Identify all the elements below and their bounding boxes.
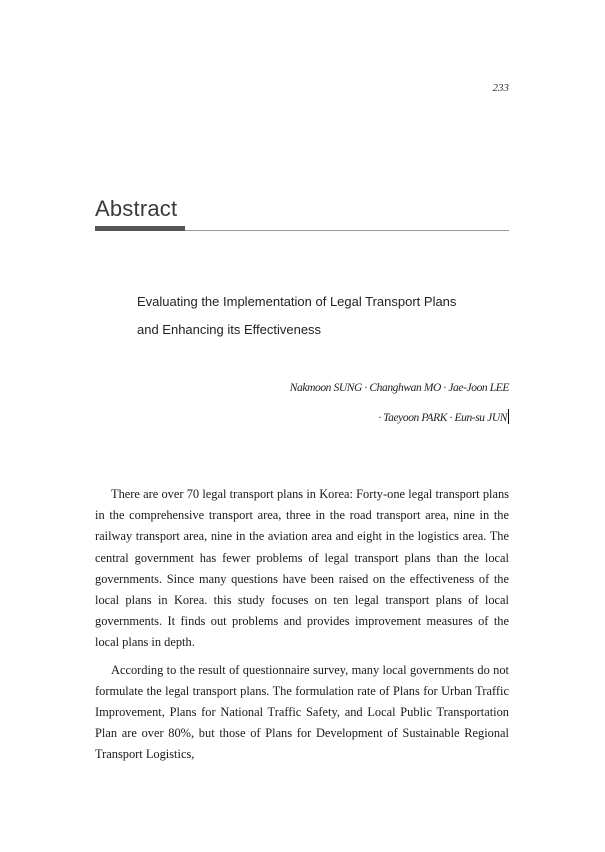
- abstract-paragraph-1: There are over 70 legal transport plans in Korea: Forty-one legal transport plans in the comprehensive transport area, three in the road transport area, nine in the railway transport area, nine in the aviation area and eight in the logistics area. The central government has fewer problems of legal transport plans than the local governments. Since many questions have been raised on the effectiveness of the local plans in Korea. this study focuses on ten legal transport plans of local governments. It finds out problems and provides improvement measures of the local plans in depth.: [95, 487, 509, 650]
- abstract-body: [95, 484, 509, 772]
- author-line-2: [290, 403, 509, 433]
- paper-title-line-1: Evaluating the Implementation of Legal Transport Plans: [137, 294, 457, 309]
- abstract-paragraph-2: According to the result of questionnaire survey, many local governments do not formulate the legal transport plans. The formulation rate of Plans for Urban Traffic Improvement, Plans for National Traffic Safety, and Local Public Transportation Plan are over 80%, but those of Plans for Development of Sustainable Regional Transport Logistics,: [95, 662, 509, 762]
- author-list: [290, 373, 509, 433]
- paper-title: [137, 288, 517, 344]
- page-number: 233: [492, 82, 509, 94]
- section-title: Abstract: [95, 196, 178, 221]
- paper-title-line-2: and Enhancing its Effectiveness: [137, 322, 322, 337]
- text-cursor: [508, 409, 509, 424]
- author-line-1: Nakmoon SUNG · Changhwan MO · Jae-Joon LEE: [289, 382, 509, 394]
- author-line-2-text: · Taeyoon PARK · Eun-su JUN: [378, 412, 507, 424]
- section-rule-accent: [95, 226, 185, 231]
